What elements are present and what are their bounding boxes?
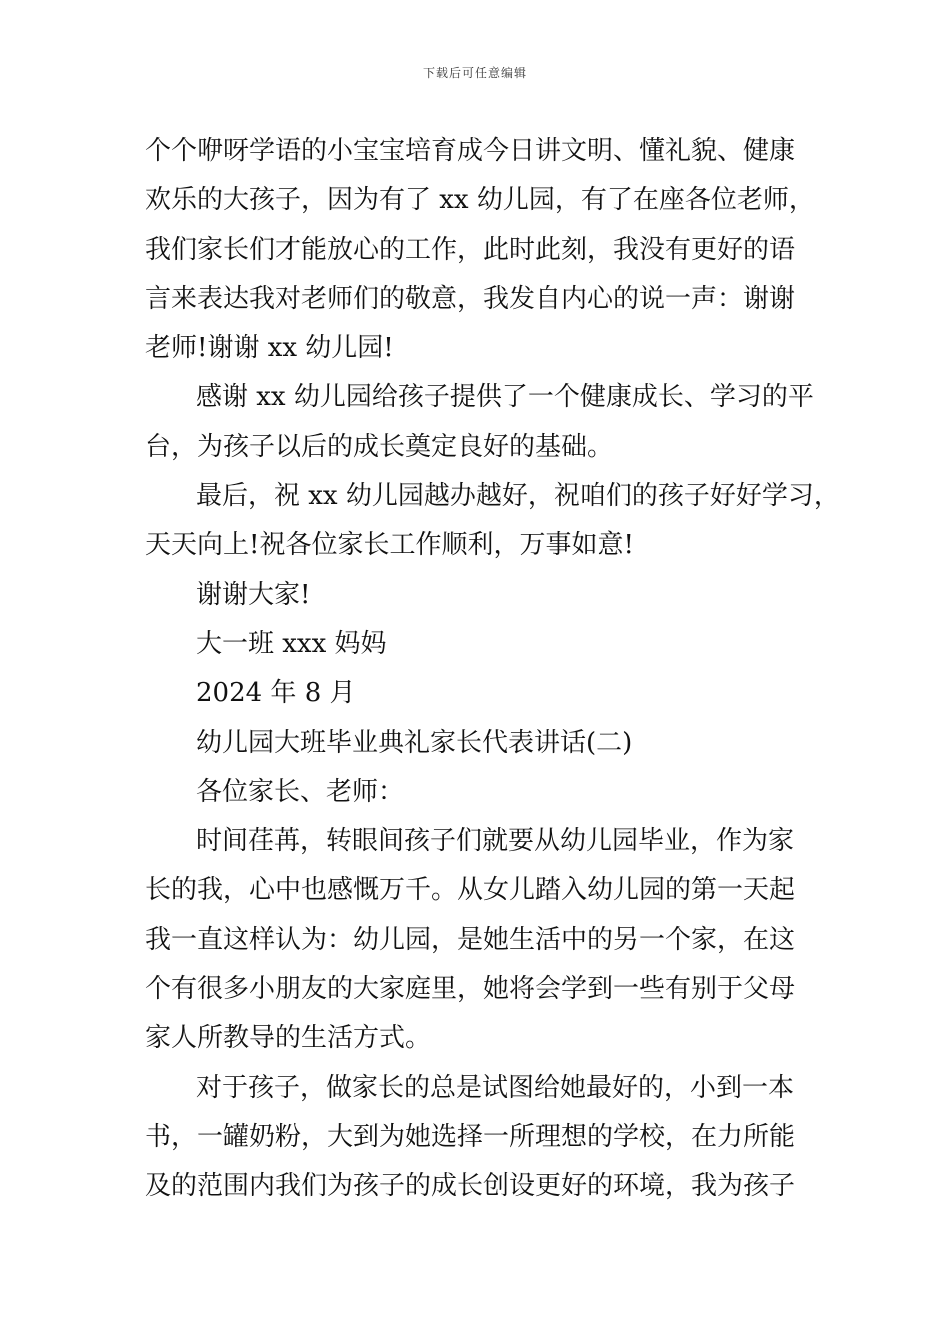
text-line: 幼儿园大班毕业典礼家长代表讲话(二) [196,727,633,758]
text-line: 对于孩子，做家长的总是试图给她最好的，小到一本 [196,1072,795,1103]
text-line: 谢谢大家! [196,579,311,610]
page-header: 下载后可任意编辑 [422,66,527,80]
text-line: 书，一罐奶粉，大到为她选择一所理想的学校，在力所能 [145,1121,796,1152]
text-line: 及的范围内我们为孩子的成长创设更好的环境，我为孩子 [145,1171,796,1202]
text-line: 言来表达我对老师们的敬意，我发自内心的说一声：谢谢 [145,283,796,314]
text-line: 天天向上!祝各位家长工作顺利，万事如意! [145,530,634,561]
text-line: 2024 年 8 月 [196,678,356,709]
text-line: 大一班 xxx 妈妈 [196,628,387,659]
text-line: 时间荏苒，转眼间孩子们就要从幼儿园毕业，作为家 [196,826,795,857]
text-line: 感谢 xx 幼儿园给孩子提供了一个健康成长、学习的平 [196,382,814,413]
text-line: 个个咿呀学语的小宝宝培育成今日讲文明、懂礼貌、健康 [145,136,796,166]
text-line: 我一直这样认为：幼儿园，是她生活中的另一个家，在这 [145,924,796,955]
text-line: 最后，祝 xx 幼儿园越办越好，祝咱们的孩子好好学习， [196,481,840,512]
text-line: 台，为孩子以后的成长奠定良好的基础。 [145,431,614,462]
text-line: 我们家长们才能放心的工作，此时此刻，我没有更好的语 [145,234,796,265]
text-line: 老师!谢谢 xx 幼儿园! [145,333,394,364]
text-line: 个有很多小朋友的大家庭里，她将会学到一些有别于父母 [145,974,796,1005]
text-line: 家人所教导的生活方式。 [145,1023,432,1054]
text-line: 各位家长、老师： [196,776,405,807]
text-line: 长的我，心中也感慨万千。从女儿踏入幼儿园的第一天起 [145,875,796,906]
text-line: 欢乐的大孩子，因为有了 xx 幼儿园，有了在座各位老师， [145,185,815,216]
document-body [145,127,840,1212]
